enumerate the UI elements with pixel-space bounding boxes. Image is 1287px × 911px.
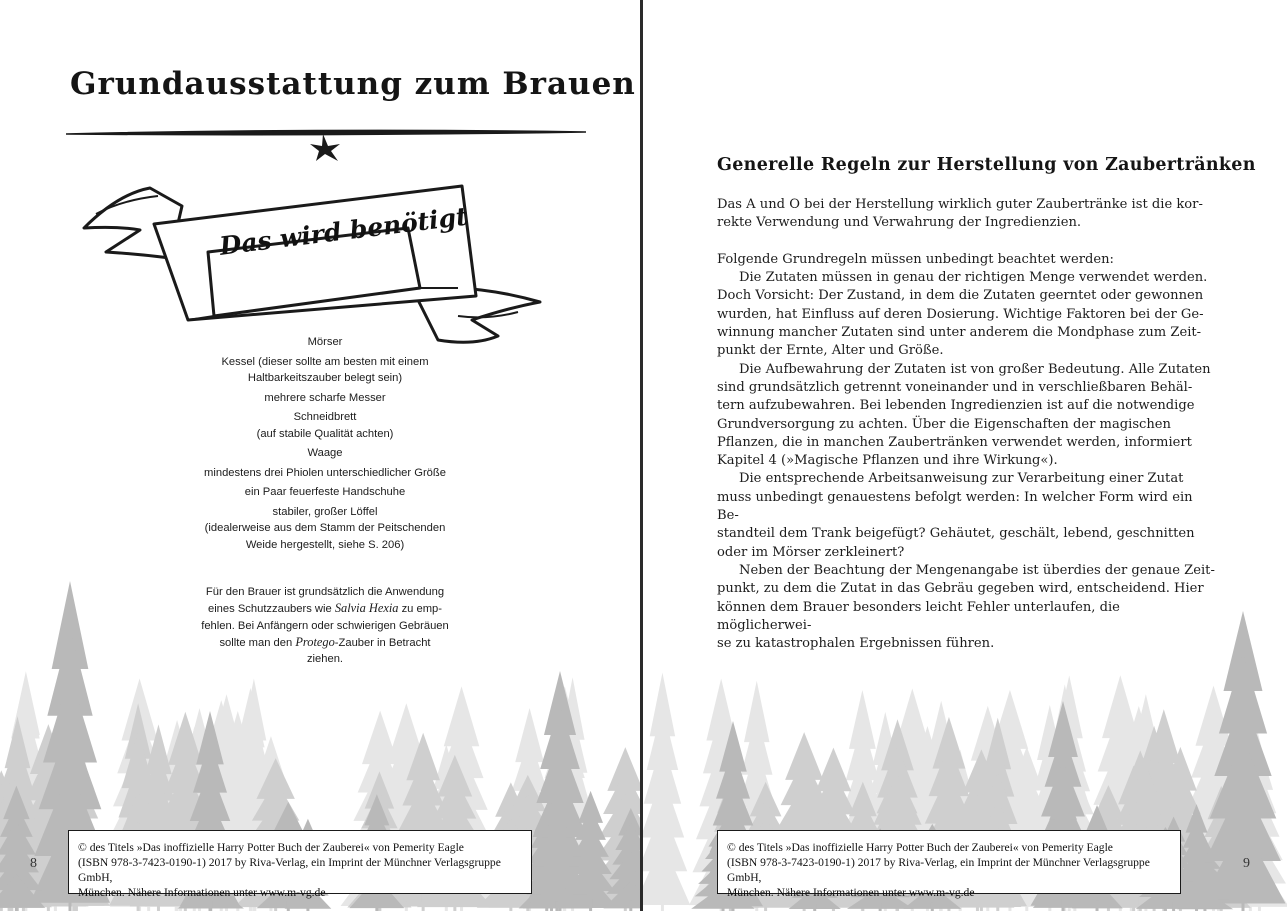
note-text: zu emp- — [398, 603, 443, 616]
copyright-line: © des Titels »Das inoffizielle Harry Potter Buch der Zauberei« von Pemerity Eagle — [727, 841, 1113, 854]
list-line: Haltbarkeitszauber belegt sein) — [247, 372, 403, 384]
body-line: standteil dem Trank beigefügt? Gehäutet, geschält, lebend, geschnitten — [717, 526, 1195, 542]
list-line: ein Paar feuerfeste Handschuhe — [244, 486, 406, 498]
body-line: Pflanzen, die in manchen Zaubertränken verwendet werden, informiert — [717, 434, 1192, 450]
copyright-box — [68, 830, 532, 899]
list-line: (auf stabile Qualität achten) — [256, 427, 394, 440]
list-line: mehrere scharfe Messer — [264, 391, 386, 404]
page-title: Grundausstattung zum Brauen — [70, 66, 636, 102]
page-number: 9 — [1243, 856, 1250, 871]
body-line: punkt der Ernte, Alter und Größe. — [717, 343, 944, 359]
equipment-list — [180, 334, 470, 556]
copyright-line: München. Nähere Informationen unter www.m-vg.de — [727, 886, 975, 899]
title-divider-ornament — [66, 120, 586, 164]
body-line: se zu katastrophalen Ergebnissen führen. — [717, 636, 995, 652]
spell-name: Protego — [295, 634, 335, 649]
copyright-box — [717, 830, 1181, 899]
intro-line: Das A und O bei der Herstellung wirklich guter Zaubertränke ist die kor- — [717, 197, 1203, 212]
body-line: winnung mancher Zutaten sind unter anderem die Mondphase zum Zeit- — [717, 325, 1202, 341]
note-text: eines Schutzzaubers wie — [207, 603, 335, 616]
body-line: Neben der Beachtung der Mengenangabe ist überdies der genaue Zeit- — [739, 562, 1215, 578]
body-line: Doch Vorsicht: Der Zustand, in dem die Zutaten geerntet oder gewonnen — [717, 288, 1204, 304]
list-line: Mörser — [307, 336, 343, 348]
copyright-line: © des Titels »Das inoffizielle Harry Potter Buch der Zauberei« von Pemerity Eagle — [78, 841, 464, 854]
list-item — [180, 445, 470, 462]
copyright-line: (ISBN 978-3-7423-0190-1) 2017 by Riva-Verlag, ein Imprint der Münchner Verlagsgruppe GmbH, — [727, 856, 1150, 884]
list-line: Waage — [307, 447, 343, 459]
list-item — [180, 354, 470, 387]
banner-label: Das wird benötigt — [218, 201, 470, 261]
list-line: Weide hergestellt, siehe S. 206) — [245, 538, 405, 551]
body-line: tern aufzubewahren. Bei lebenden Ingredienzien ist auf die notwendige — [717, 398, 1195, 414]
protection-note — [180, 584, 470, 667]
copyright-line: München. Nähere Informationen unter www.m-vg.de — [78, 886, 326, 899]
rules-lines — [717, 269, 1217, 653]
copyright-line: (ISBN 978-3-7423-0190-1) 2017 by Riva-Verlag, ein Imprint der Münchner Verlagsgruppe GmbH, — [78, 856, 501, 884]
intro-line: rekte Verwendung und Verwahrung der Ingredienzien. — [717, 215, 1082, 231]
body-line: Die Aufbewahrung der Zutaten ist von großer Bedeutung. Alle Zutaten — [739, 361, 1211, 377]
note-text: sollte man den — [219, 636, 296, 649]
list-item — [180, 484, 470, 501]
right-page — [643, 0, 1287, 911]
body-line: Grundversorgung zu achten. Über die Eigenschaften der magischen — [717, 416, 1171, 432]
body-line: oder im Mörser zerkleinert? — [717, 544, 905, 560]
note-line — [180, 634, 470, 651]
page-number: 8 — [30, 856, 37, 871]
list-item — [180, 334, 470, 351]
list-line: Schneidbrett — [293, 411, 357, 423]
body-line: Kapitel 4 (»Magische Pflanzen und ihre Wirkung«). — [717, 453, 1058, 469]
note-line — [180, 600, 470, 617]
paragraph-gap — [717, 233, 1217, 251]
body-line: muss unbedingt genauestens befolgt werden: In welcher Form wird ein Be- — [717, 489, 1193, 524]
rules-body-text — [717, 196, 1217, 653]
note-line: fehlen. Bei Anfängern oder schwierigen Gebräuen — [201, 619, 449, 632]
list-line: stabiler, großer Löffel — [272, 505, 378, 518]
body-line: punkt, zu dem die Zutat in das Gebräu gegeben wird, entscheidend. Hier — [717, 581, 1204, 597]
list-line: mindestens drei Phiolen unterschiedlicher Größe — [204, 466, 446, 479]
left-page — [0, 0, 641, 911]
body-line: Die entsprechende Arbeitsanweisung zur Verarbeitung einer Zutat — [739, 471, 1184, 487]
rules-intro: Folgende Grundregeln müssen unbedingt beachtet werden: — [717, 251, 1114, 267]
list-item — [180, 465, 470, 482]
list-item — [180, 390, 470, 407]
note-line: Für den Brauer ist grundsätzlich die Anwendung — [205, 586, 445, 598]
note-text: -Zauber in Betracht — [334, 636, 431, 649]
list-line: Kessel (dieser sollte am besten mit einem — [221, 355, 429, 368]
spell-name: Salvia Hexia — [334, 601, 399, 616]
list-line: (idealerweise aus dem Stamm der Peitschenden — [204, 522, 446, 534]
list-item — [180, 409, 470, 442]
body-line: können dem Brauer besonders leicht Fehler unterlaufen, die möglicherwei- — [717, 599, 1120, 633]
body-line: Die Zutaten müssen in genau der richtigen Menge verwendet werden. — [739, 270, 1208, 286]
list-item — [180, 504, 470, 554]
body-line: sind grundsätzlich getrennt voneinander und in verschließbaren Behäl- — [717, 379, 1193, 395]
banner-ribbon-ornament — [78, 170, 548, 360]
note-line: ziehen. — [306, 653, 344, 666]
section-heading: Generelle Regeln zur Herstellung von Zaubertränken — [717, 155, 1256, 175]
body-line: wurden, hat Einfluss auf deren Dosierung. Wichtige Faktoren bei der Ge- — [717, 306, 1204, 322]
